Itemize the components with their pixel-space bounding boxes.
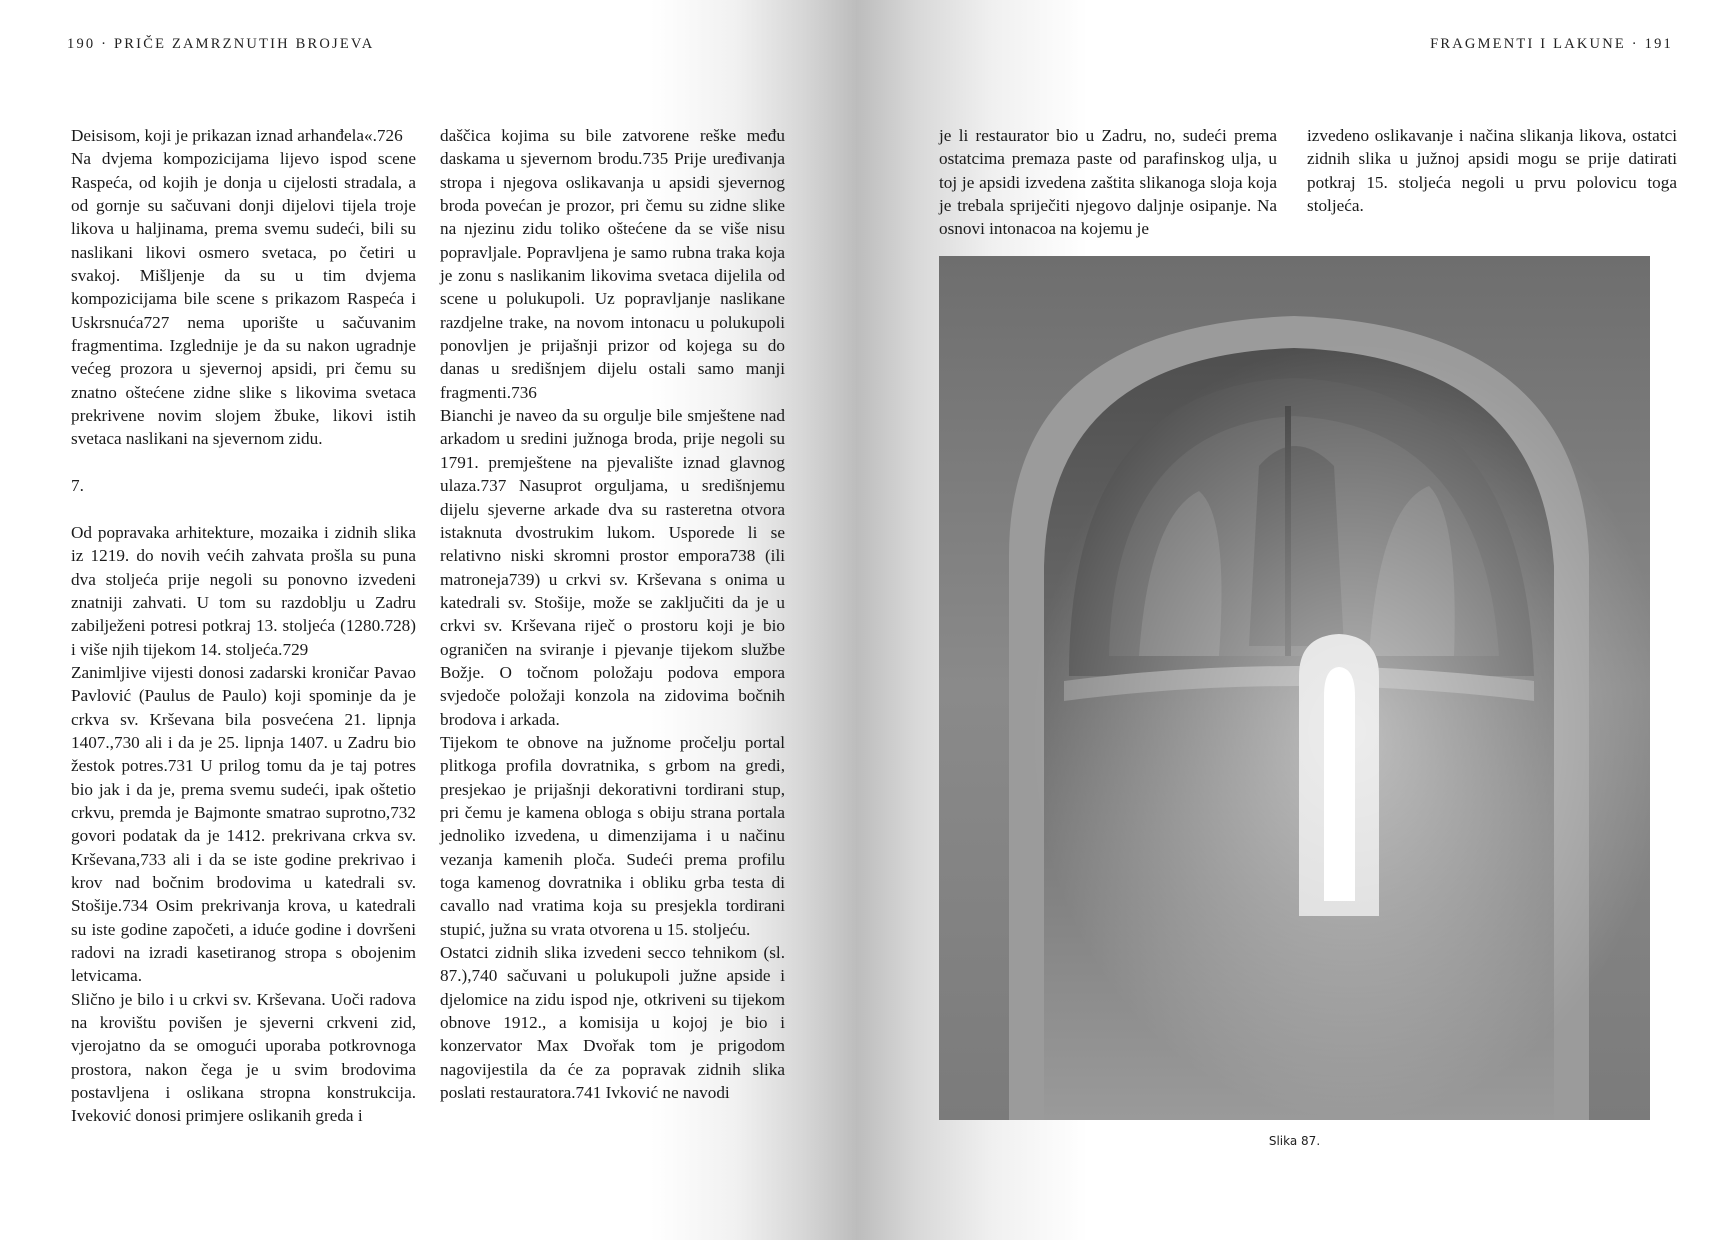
text-column-1: Deisisom, koji je prikazan iznad arhanđela«.726 Na dvjema kompozicijama lijevo ispod scene Raspeća, od kojih je donja u cijelosti stradala, a od gornje su sačuvani donji dijelovi tijela troje likova u haljinama, prema svemu sudeći, bili su naslikani likovi osmero svetaca, po četiri u svakoj. Mišljenje da su u tim dvjema kompozicijama bile scene s prikazom Raspeća i Uskrsnuća727 nema uporište u sačuvanim fragmentima. Izglednije je da su nakon ugradnje većeg prozora u sjevernoj apsidi, pri čemu su znatno oštećene zidne slike s likovima svetaca prekrivene novim slojem žbuke, likovi istih svetaca naslikani na sjevernom zidu. 7. Od popravaka arhitekture, mozaika i zidnih slika iz 1219. do novih većih zahvata prošla su puna dva stoljeća prije negoli su ponovno izvedeni znatniji zahvati. U tom su razdoblju u Zadru zabilježeni potresi potkraj 13. stoljeća (1280.728) i više njih tijekom 14. stoljeća.729 Zanimljive vijesti donosi zadarski kroničar Pavao Pavlović (Paulus de Paulo) koji spominje da je crkva sv. Krševana bila posvećena 21. lipnja 1407.,730 ali i da je 25. lipnja 1407. u Zadru bio žestok potres.731 U prilog tomu da je taj potres bio jak i da je, prema svemu sudeći, ipak oštetio crkvu, premda je Bajmonte smatrao suprotno,732 govori podatak da je 1412. prekrivana crkva sv. Krševana,733 ali i da se iste godine prekrivao i krov nad bočnim brodovima u katedrali sv. Stošije.734 Osim prekrivanja krova, u katedrali su iste godine započeti, a iduće godine i dovršeni radovi na izradi kasetiranog stropa s obojenim letvicama. Slično je bilo i u crkvi sv. Krševana. Uoči radova na krovištu povišen je sjeverni crkveni zid, vjerojatno da se omogući uporaba potkrovnoga prostora, nakon čega je u svim brodovima postavljena i oslikana stropna konstrukcija. Iveković donosi primjere oslikanih greda i bbox=[71, 126, 416, 1126]
text-column-2: daščica kojima su bile zatvorene reške među daskama u sjevernom brodu.735 Prije uređivanja stropa i njegova oslikavanja u apsidi sjevernog broda povećan je prozor, pri čemu su zidne slike na njezinu zidu toliko oštećene da se više nisu popravljale. Popravljena je samo rubna traka koja je zonu s naslikanim likovima svetaca dijelila od scene u polukupoli. Uz popravljanje naslikane razdjelne trake, na novom intonacu u polukupoli ponovljen je prijašnji prizor od kojega su do danas u središnjem dijelu ostali samo manji fragmenti.736 Bianchi je naveo da su orgulje bile smještene nad arkadom u sredini južnoga broda, prije negoli su 1791. premještene na pjevalište iznad glavnog ulaza.737 Nasuprot orguljama, u središnjemu dijelu sjeverne arkade dva su rasteretna otvora istaknuta dvostrukim lukom. Usporede li se relativno niski skromni prostor empora738 (ili matroneja739) u crkvi sv. Krševana s onima u katedrali sv. Stošije, može se zaključiti da je u crkvi sv. Krševana riječ o prostoru koji je bio ograničen na sviranje i pjevanje tijekom službe Božje. O točnom položaju podova empora svjedoče položaji konzola na zidovima bočnih brodova i arkada. Tijekom te obnove na južnome pročelju portal plitkoga profila dovratnika, s grbom na gredi, presjekao je prijašnji dekorativni tordirani stup, pri čemu je kamena obloga s obiju strana portala jednoliko izvedena, u dimenzijama i u načinu vezanja kamenih ploča. Sudeći prema profilu toga kamenog dovratnika i obliku grba testa di cavallo nad vratima koja su presjekla tordirani stupić, južna su vrata otvorena u 15. stoljeću. Ostatci zidnih slika izvedeni secco tehnikom (sl. 87.),740 sačuvani u polukupoli južne apside i djelomice na zidu ispod nje, otkriveni su tijekom obnove 1912., a komisija u kojoj je bio i konzervator Max Dvořak tom je prigodom nagovijestila da će za popravak zidnih slika poslati restauratora.741 Ivković ne navodi bbox=[440, 126, 785, 1103]
text-column-3: je li restaurator bio u Zadru, no, sudeći prema ostatcima premaza paste od parafinskog ulja, u toj je apsidi izvedena zaštita slikanoga sloja koja je trebala spriječiti njegovo daljnje osipanje. Na osnovi intonacoa na kojemu je bbox=[939, 126, 1277, 239]
figure-caption: Slika 87. bbox=[1268, 1134, 1321, 1148]
right-running-head: FRAGMENTI I LAKUNE · 191 bbox=[1430, 36, 1673, 52]
text-column-4: izvedeno oslikavanje i načina slikanja likova, ostatci zidnih slika u južnoj apsidi mogu se prije datirati potkraj 15. stoljeća negoli u prvu polovicu toga stoljeća. bbox=[1307, 126, 1677, 216]
apse-fresco-photo bbox=[939, 256, 1650, 1120]
left-running-head: 190 · PRIČE ZAMRZNUTIH BROJEVA bbox=[67, 36, 375, 52]
